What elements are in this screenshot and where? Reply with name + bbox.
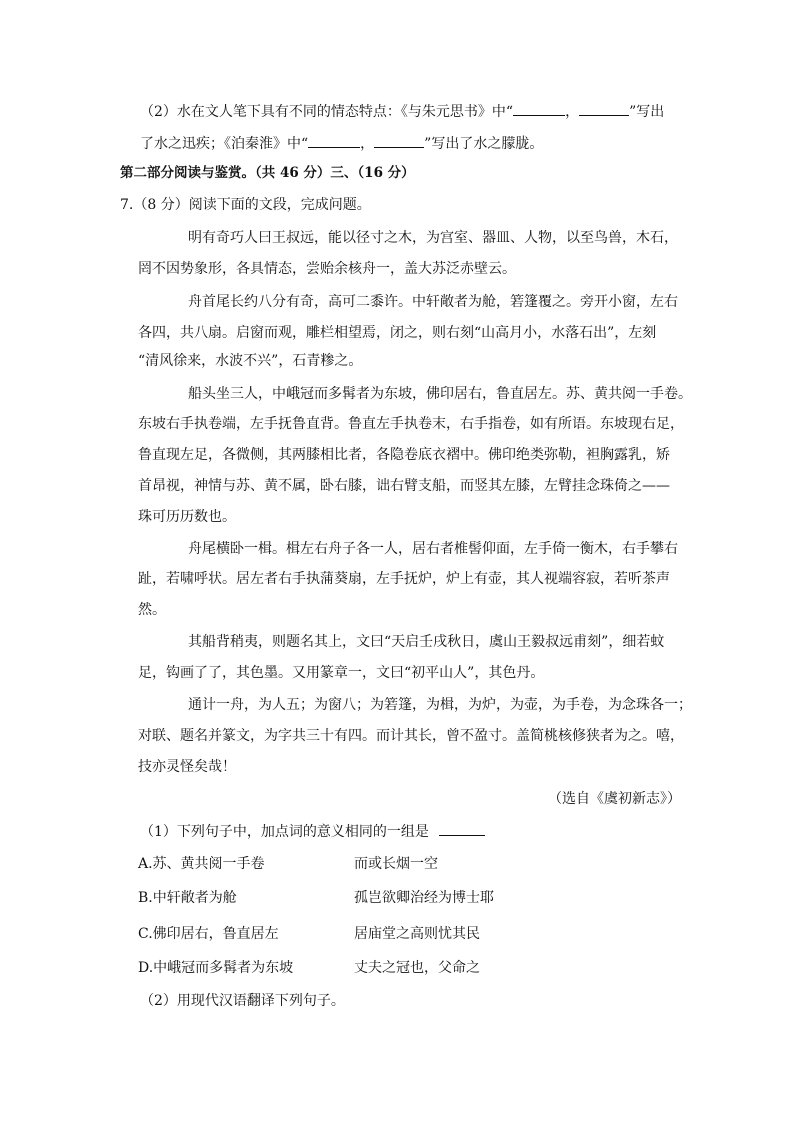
passage-line: 珠可历历数也。 bbox=[138, 509, 236, 525]
q7-sub1-text: （1）下列句子中，加点词的意义相同的一组是 bbox=[140, 824, 429, 840]
passage-line: 舟尾横卧一楫。楫左右舟子各一人，居右者椎髻仰面，左手倚一衡木，右手攀右 bbox=[188, 541, 678, 557]
passage-line: 对联、题名并篆文，为字共三十有四。而计其长，曾不盈寸。盖简桃核修狭者为之。嘻， bbox=[138, 728, 684, 744]
passage-line: 通计一舟，为人五；为窗八；为箬篷，为楫，为炉，为壶，为手卷，为念珠各一； bbox=[188, 697, 692, 713]
passage-line: 然。 bbox=[138, 602, 166, 618]
option-c-left: C.佛印居右，鲁直居左 bbox=[138, 926, 279, 942]
passage-line: 明有奇巧人曰王叔远，能以径寸之木，为宫室、器皿、人物，以至鸟兽，木石， bbox=[188, 230, 678, 246]
passage-line: 首昂视，神情与苏、黄不属，卧右膝，诎右臂支船，而竖其左膝，左臂挂念珠倚之—— bbox=[138, 478, 670, 494]
option-b-left: B.中轩敞者为舱 bbox=[138, 890, 237, 906]
q7-sub1 bbox=[140, 821, 485, 842]
option-c-right: 居庙堂之高则忧其民 bbox=[354, 926, 480, 942]
q6-sub2-text-a: （2）水在文人笔下具有不同的情态特点：《与朱元思书》中“ bbox=[140, 104, 514, 120]
q6-sub2-text-e: ”写出了水之朦胧。 bbox=[424, 136, 544, 152]
passage-line: 各四，共八扇。启窗而观，雕栏相望焉，闭之，则右刻“山高月小，水落石出”，左刻 bbox=[138, 325, 657, 341]
q6-sub2-comma: ， bbox=[360, 136, 375, 152]
q6-sub2-line1 bbox=[140, 101, 664, 122]
section-heading: 第二部分阅读与鉴赏。（共 46 分）三、（16 分） bbox=[120, 165, 415, 181]
q6-sub2-line2 bbox=[140, 133, 543, 154]
passage-source: （选自《虞初新志》） bbox=[548, 791, 681, 807]
option-d-right: 丈夫之冠也，父命之 bbox=[354, 960, 480, 976]
answer-blank[interactable] bbox=[513, 101, 565, 116]
passage-line: 其船背稍夷，则题名其上，文曰“天启壬戌秋日，虞山王毅叔远甫刻”，细若蚊 bbox=[188, 634, 665, 650]
passage-line: 足，钩画了了，其色墨。又用篆章一，文曰“初平山人”，其色丹。 bbox=[138, 665, 545, 681]
answer-blank[interactable] bbox=[308, 133, 360, 148]
passage-line: 舟首尾长约八分有奇，高可二黍许。中轩敞者为舱，箬篷覆之。旁开小窗，左右 bbox=[188, 294, 678, 310]
option-d-left: D.中峨冠而多髯者为东坡 bbox=[138, 960, 294, 976]
passage-line: 技亦灵怪矣哉！ bbox=[138, 759, 236, 775]
option-a-left: A.苏、黄共阅一手卷 bbox=[138, 856, 265, 872]
q7-sub2: （2）用现代汉语翻译下列句子。 bbox=[140, 993, 345, 1009]
answer-blank[interactable] bbox=[439, 821, 485, 836]
answer-blank[interactable] bbox=[579, 101, 629, 116]
q6-sub2-comma: ， bbox=[565, 104, 580, 120]
passage-line: 东坡右手执卷端，左手抚鲁直背。鲁直左手执卷末，右手指卷，如有所语。东坡现右足， bbox=[138, 416, 684, 432]
q7-intro: 7.（8 分）阅读下面的文段，完成问题。 bbox=[120, 197, 371, 213]
passage-line: 趾，若啸呼状。居左者右手执蒲葵扇，左手抚炉，炉上有壶，其人视端容寂，若听茶声 bbox=[138, 571, 670, 587]
option-b-right: 孤岂欲卿治经为博士耶 bbox=[354, 890, 494, 906]
q6-sub2-text-c: ”写出 bbox=[629, 104, 665, 120]
q6-sub2-text-d: 了水之迅疾；《泊秦淮》中“ bbox=[140, 136, 309, 152]
passage-line: 船头坐三人，中峨冠而多髯者为东坡，佛印居右，鲁直居左。苏、黄共阅一手卷。 bbox=[188, 386, 692, 402]
answer-blank[interactable] bbox=[374, 133, 424, 148]
passage-line: “清风徐来，水波不兴”，石青糁之。 bbox=[138, 353, 363, 369]
passage-line: 鲁直现左足，各微侧，其两膝相比者，各隐卷底衣褶中。佛印绝类弥勒，袒胸露乳，矫 bbox=[138, 447, 670, 463]
passage-line: 罔不因势象形，各具情态，尝贻余核舟一，盖大苏泛赤壁云。 bbox=[138, 261, 516, 277]
option-a-right: 而或长烟一空 bbox=[354, 856, 438, 872]
